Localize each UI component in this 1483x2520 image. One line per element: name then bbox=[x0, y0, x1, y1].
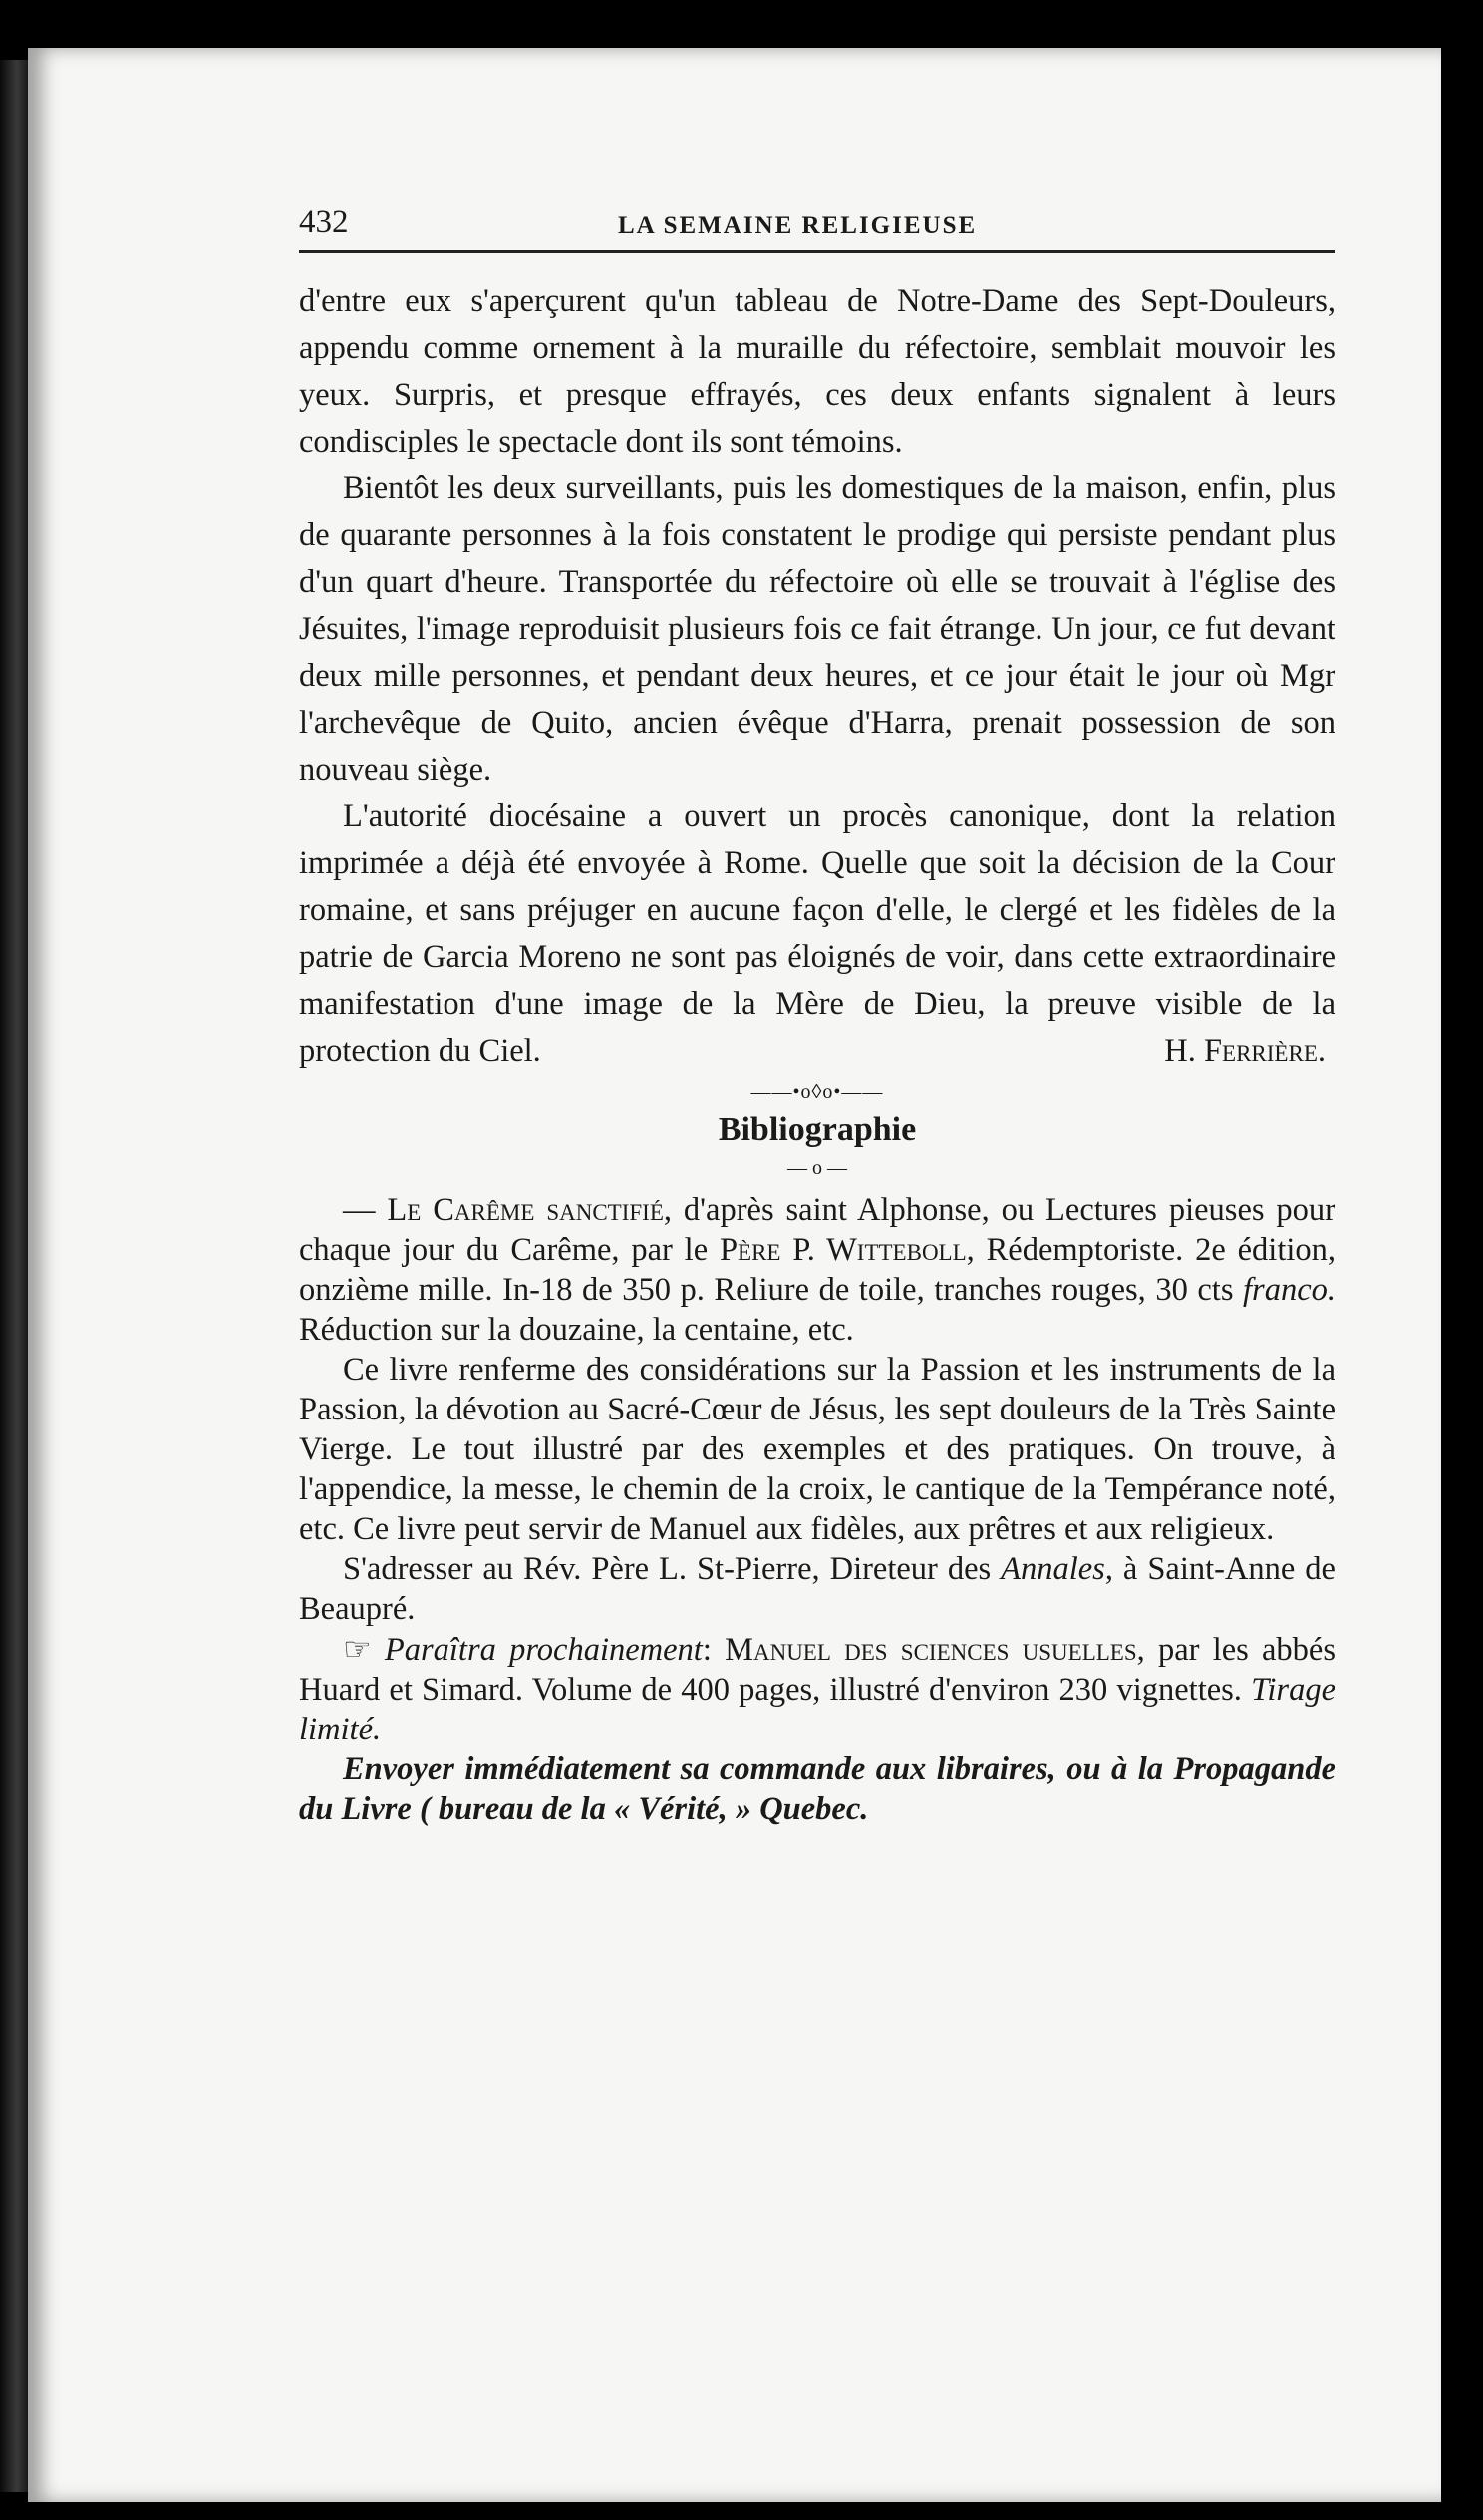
notice-colon: : bbox=[702, 1632, 726, 1668]
article-paragraph-3 bbox=[299, 793, 1335, 1075]
section-ornament: ——•o◊o•—— bbox=[750, 1081, 884, 1102]
entry-text-3: Réduction sur la douzaine, la centaine, etc. bbox=[299, 1312, 854, 1348]
section-title: Bibliographie bbox=[718, 1111, 917, 1148]
notice-lead: Paraîtra prochainement bbox=[384, 1632, 703, 1668]
page-number: 432 bbox=[299, 204, 349, 240]
header-rule bbox=[299, 250, 1335, 253]
entry-title: Le Carême sanctifié bbox=[387, 1192, 664, 1228]
entry-text-2: , Rédemptoriste. 2e édition, onzième mille. In-18 de 350 p. Reliure de toile, tranches rouges, 30 cts bbox=[299, 1232, 1335, 1308]
section-sub-ornament: — o — bbox=[787, 1157, 847, 1179]
entry-author: Père P. Witteboll bbox=[719, 1232, 967, 1268]
article-paragraph-1: d'entre eux s'aperçurent qu'un tableau de Notre-Dame des Sept-Douleurs, appendu comme ornement à la muraille du réfectoire, semblait mouvoir les yeux. Surpris, et presque effrayés, ces deux enfants signalent à leurs condisciples le spectacle dont ils sont témoins. bbox=[299, 283, 1335, 460]
pointing-hand-icon: ☞ bbox=[343, 1631, 372, 1667]
bibliography-address bbox=[299, 1549, 1335, 1629]
entry-text-1: , d'après saint Alphonse, ou Lectures pieuses pour chaque jour du Carême, par le bbox=[299, 1192, 1336, 1268]
address-annales: Annales bbox=[1001, 1551, 1105, 1587]
notice-book-title: Manuel des sciences usuelles bbox=[725, 1632, 1137, 1668]
page-header bbox=[299, 204, 1335, 250]
entry-franco: franco. bbox=[1243, 1272, 1335, 1308]
entry-dash: — bbox=[343, 1192, 388, 1228]
bibliography-body bbox=[299, 1190, 1335, 1829]
notice-tirage: Tirage limité. bbox=[299, 1672, 1335, 1747]
bibliography-order-note: Envoyer immédiatement sa commande aux libraires, ou à la Propagande du Livre ( bureau de la « Vérité, » Quebec. bbox=[299, 1751, 1335, 1827]
bibliography-notice bbox=[299, 1629, 1335, 1749]
address-text-1: S'adresser au Rév. Père L. St-Pierre, Direteur des bbox=[343, 1551, 1002, 1587]
bibliography-entry bbox=[299, 1190, 1335, 1350]
page-content bbox=[299, 204, 1335, 1829]
article-body bbox=[299, 278, 1335, 1075]
article-paragraph-3-text: L'autorité diocésaine a ouvert un procès canonique, dont la relation imprimée a déjà été envoyée à Rome. Quelle que soit la décision de la Cour romaine, et sans préjuger en aucune façon d'elle, le clergé et les fidèles de la patrie de Garcia Moreno ne sont pas éloignés de voir, dans cette extraordinaire manifestation d'une image de la Mère de Dieu, la preuve visible de la protection du Ciel. bbox=[299, 798, 1335, 1069]
article-paragraph-2: Bientôt les deux surveillants, puis les domestiques de la maison, enfin, plus de quarante personnes à la fois constatent le prodige qui persiste pendant plus d'un quart d'heure. Transportée du réfectoire où elle se trouvait à l'église des Jésuites, l'image reproduisit plusieurs fois ce fait étrange. Un jour, ce fut devant deux mille personnes, et pendant deux heures, et ce jour était le jour où Mgr l'archevêque de Quito, ancien évêque d'Harra, prenait possession de son nouveau siège. bbox=[299, 471, 1335, 788]
address-text-2: , à Saint-Anne de Beaupré. bbox=[299, 1551, 1335, 1627]
bibliography-description: Ce livre renferme des considérations sur la Passion et les instruments de la Passion, la dévotion au Sacré-Cœur de Jésus, les sept douleurs de la Très Sainte Vierge. Le tout illustré par des exemples et des pratiques. On trouve, à l'appendice, la messe, le chemin de la croix, le cantique de la Tempérance noté, etc. Ce livre peut servir de Manuel aux fidèles, aux prêtres et aux religieux. bbox=[299, 1352, 1335, 1547]
author-signature: H. Ferrière. bbox=[1164, 1033, 1326, 1069]
running-head: LA SEMAINE RELIGIEUSE bbox=[618, 212, 978, 239]
notice-text: , par les abbés Huard et Simard. Volume de 400 pages, illustré d'environ 230 vignettes. bbox=[299, 1632, 1336, 1708]
